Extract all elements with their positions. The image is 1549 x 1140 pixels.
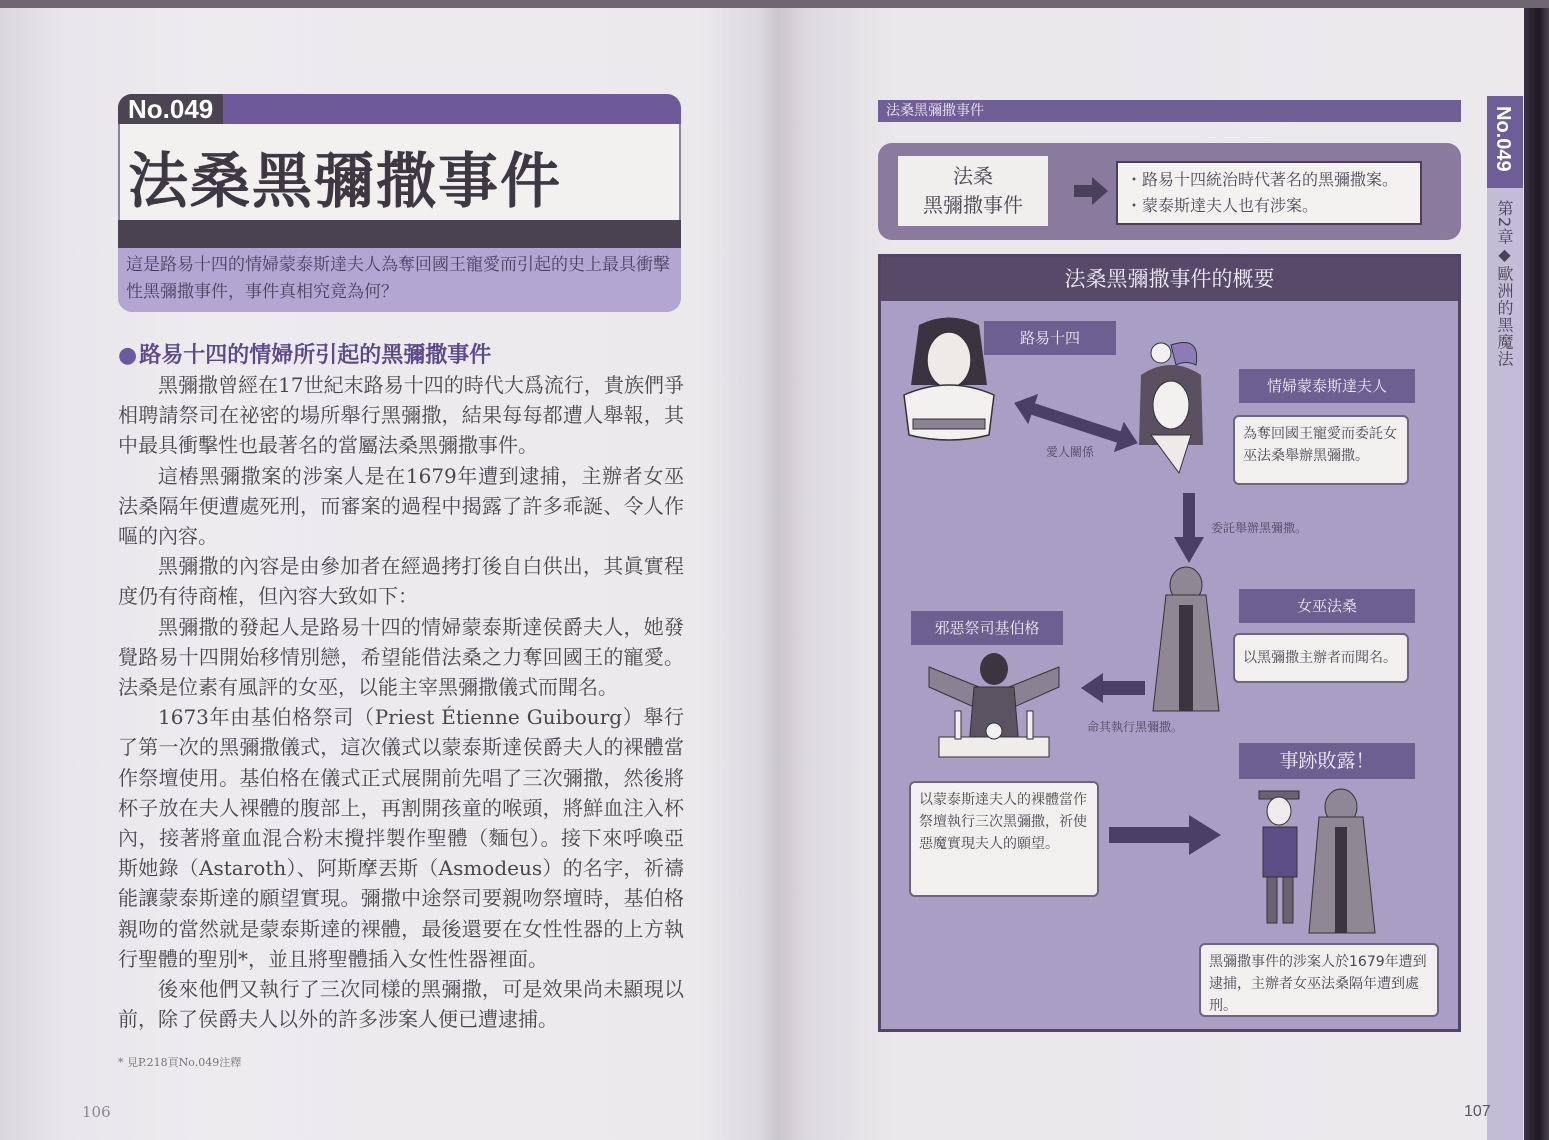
side-entry-number-text: No.049 — [1492, 106, 1514, 172]
label-montespan: 情婦蒙泰斯達夫人 — [1239, 369, 1415, 403]
section-heading-text: 路易十四的情婦所引起的黑彌撒事件 — [139, 343, 492, 368]
chapter-side-tab — [1487, 96, 1523, 1140]
running-header: 法桑黑彌撒事件 — [878, 100, 1461, 122]
summary-box — [878, 143, 1461, 240]
arrow-right-icon — [1109, 815, 1221, 855]
caption-commission: 委託舉辦黑彌撒。 — [1211, 521, 1308, 535]
footnote: * 見P.218頁No.049注釋 — [118, 1056, 242, 1069]
label-la-voisin: 女巫法桑 — [1239, 589, 1415, 623]
book-edge — [1524, 8, 1549, 1140]
side-entry-number — [1487, 96, 1523, 188]
summary-point: ・蒙泰斯達夫人也有涉案。 — [1126, 196, 1319, 215]
summary-label-line: 黑彌撒事件 — [923, 193, 1023, 217]
note-la-voisin: 以黑彌撒主辦者而聞名。 — [1233, 633, 1409, 683]
arrest-scene-figures-icon — [1249, 787, 1379, 937]
label-exposed: 事跡敗露！ — [1239, 743, 1415, 779]
entry-number: No.049 — [118, 94, 223, 124]
body-text — [118, 370, 684, 1034]
diagram-title: 法桑黑彌撒事件的概要 — [881, 257, 1458, 301]
summary-label — [898, 156, 1048, 226]
paragraph: 黑彌撒的內容是由參加者在經過拷打後自白供出，其眞實程度仍有待商榷，但內容大致如下： — [118, 554, 684, 609]
madame-de-montespan-portrait-icon — [1131, 335, 1211, 475]
paragraph: 黑彌撒曾經在17世紀末路易十四的時代大爲流行，貴族們爭相聘請祭司在祕密的場所舉行黑彌撒，結果每每都遭人舉報，其中最具衝擊性也最著名的當屬法桑黑彌撒事件。 — [118, 373, 684, 458]
paragraph: 1673年由基伯格祭司（Priest Étienne Guibourg）舉行了第一次的黑彌撒儀式，這次儀式以蒙泰斯達侯爵夫人的裸體當作祭壇使用。基伯格在儀式正式展開前先唱了三次彌撒，然後將杯子放在夫人裸體的腹部上，再割開孩童的喉頭，將鮮血注入杯內，接著將童血混合粉末攪拌製作聖體（麵包）。接下來呼喚亞斯她錄（Astaroth）、阿斯摩丟斯（Asmodeus）的名字，祈禱能讓蒙泰斯達的願望實現。彌撒中途祭司要親吻祭壇時，基伯格親吻的當然就是蒙泰斯達的裸體，最後還要在女性性器的上方執行聖體的聖別*，並且將聖體插入女性性器裡面。 — [118, 705, 684, 971]
summary-points — [1116, 161, 1422, 225]
page-number-left: 106 — [82, 1103, 111, 1121]
title-block — [118, 94, 681, 312]
left-page — [0, 8, 778, 1140]
section-heading — [118, 338, 491, 369]
page-number-right: 107 — [1464, 1103, 1491, 1120]
caption-order: 命其執行黑彌撒。 — [1087, 720, 1184, 734]
witch-la-voisin-figure-icon — [1151, 565, 1221, 715]
page-title: 法桑黑彌撒事件 — [128, 147, 562, 217]
note-exposed: 黑彌撒事件的涉案人於1679年遭到逮捕，主辦者女巫法桑隔年遭到處刑。 — [1199, 943, 1439, 1017]
lead-text: 這是路易十四的情婦蒙泰斯達夫人為奪回國王寵愛而引起的史上最具衝擊性黑彌撒事件，事件真相究竟為何？ — [118, 248, 681, 312]
chapter-label: 第2章◆歐洲的黑魔法 — [1495, 200, 1514, 368]
arrow-down-icon — [1174, 493, 1204, 563]
note-montespan: 為奪回國王寵愛而委託女巫法桑舉辦黑彌撒。 — [1233, 415, 1409, 485]
title-divider-band — [118, 220, 681, 248]
paragraph: 後來他們又執行了三次同樣的黑彌撒，可是效果尚未顯現以前，除了侯爵夫人以外的許多涉案人便已遭逮捕。 — [118, 977, 684, 1032]
book-spread — [0, 8, 1549, 1140]
paragraph: 這樁黑彌撒案的涉案人是在1679年遭到逮捕，主辦者女巫法桑隔年便遭處死刑，而審案的過程中揭露了許多乖誕、令人作嘔的內容。 — [118, 463, 684, 549]
summary-label-line: 法桑 — [953, 164, 993, 188]
label-louis-xiv: 路易十四 — [984, 321, 1116, 355]
priest-guibourg-altar-icon — [919, 647, 1069, 765]
arrow-right-icon — [1074, 177, 1108, 205]
summary-point: ・路易十四統治時代著名的黑彌撒案。 — [1126, 170, 1399, 189]
paragraph: 黑彌撒的發起人是路易十四的情婦蒙泰斯達侯爵夫人，她發覺路易十四開始移情別戀，希望能借法桑之力奪回國王的寵愛。法桑是位素有風評的女巫，以能主宰黑彌撒儀式而聞名。 — [118, 614, 684, 700]
overview-diagram — [878, 254, 1461, 1032]
note-guibourg: 以蒙泰斯達夫人的裸體當作祭壇執行三次黑彌撒，祈使惡魔實現夫人的願望。 — [909, 781, 1099, 897]
bullet-dot-icon: ● — [118, 343, 138, 368]
caption-lovers: 愛人關係 — [1046, 445, 1095, 459]
label-guibourg: 邪惡祭司基伯格 — [911, 611, 1063, 645]
title-panel — [118, 124, 681, 220]
arrow-left-icon — [1081, 673, 1145, 703]
